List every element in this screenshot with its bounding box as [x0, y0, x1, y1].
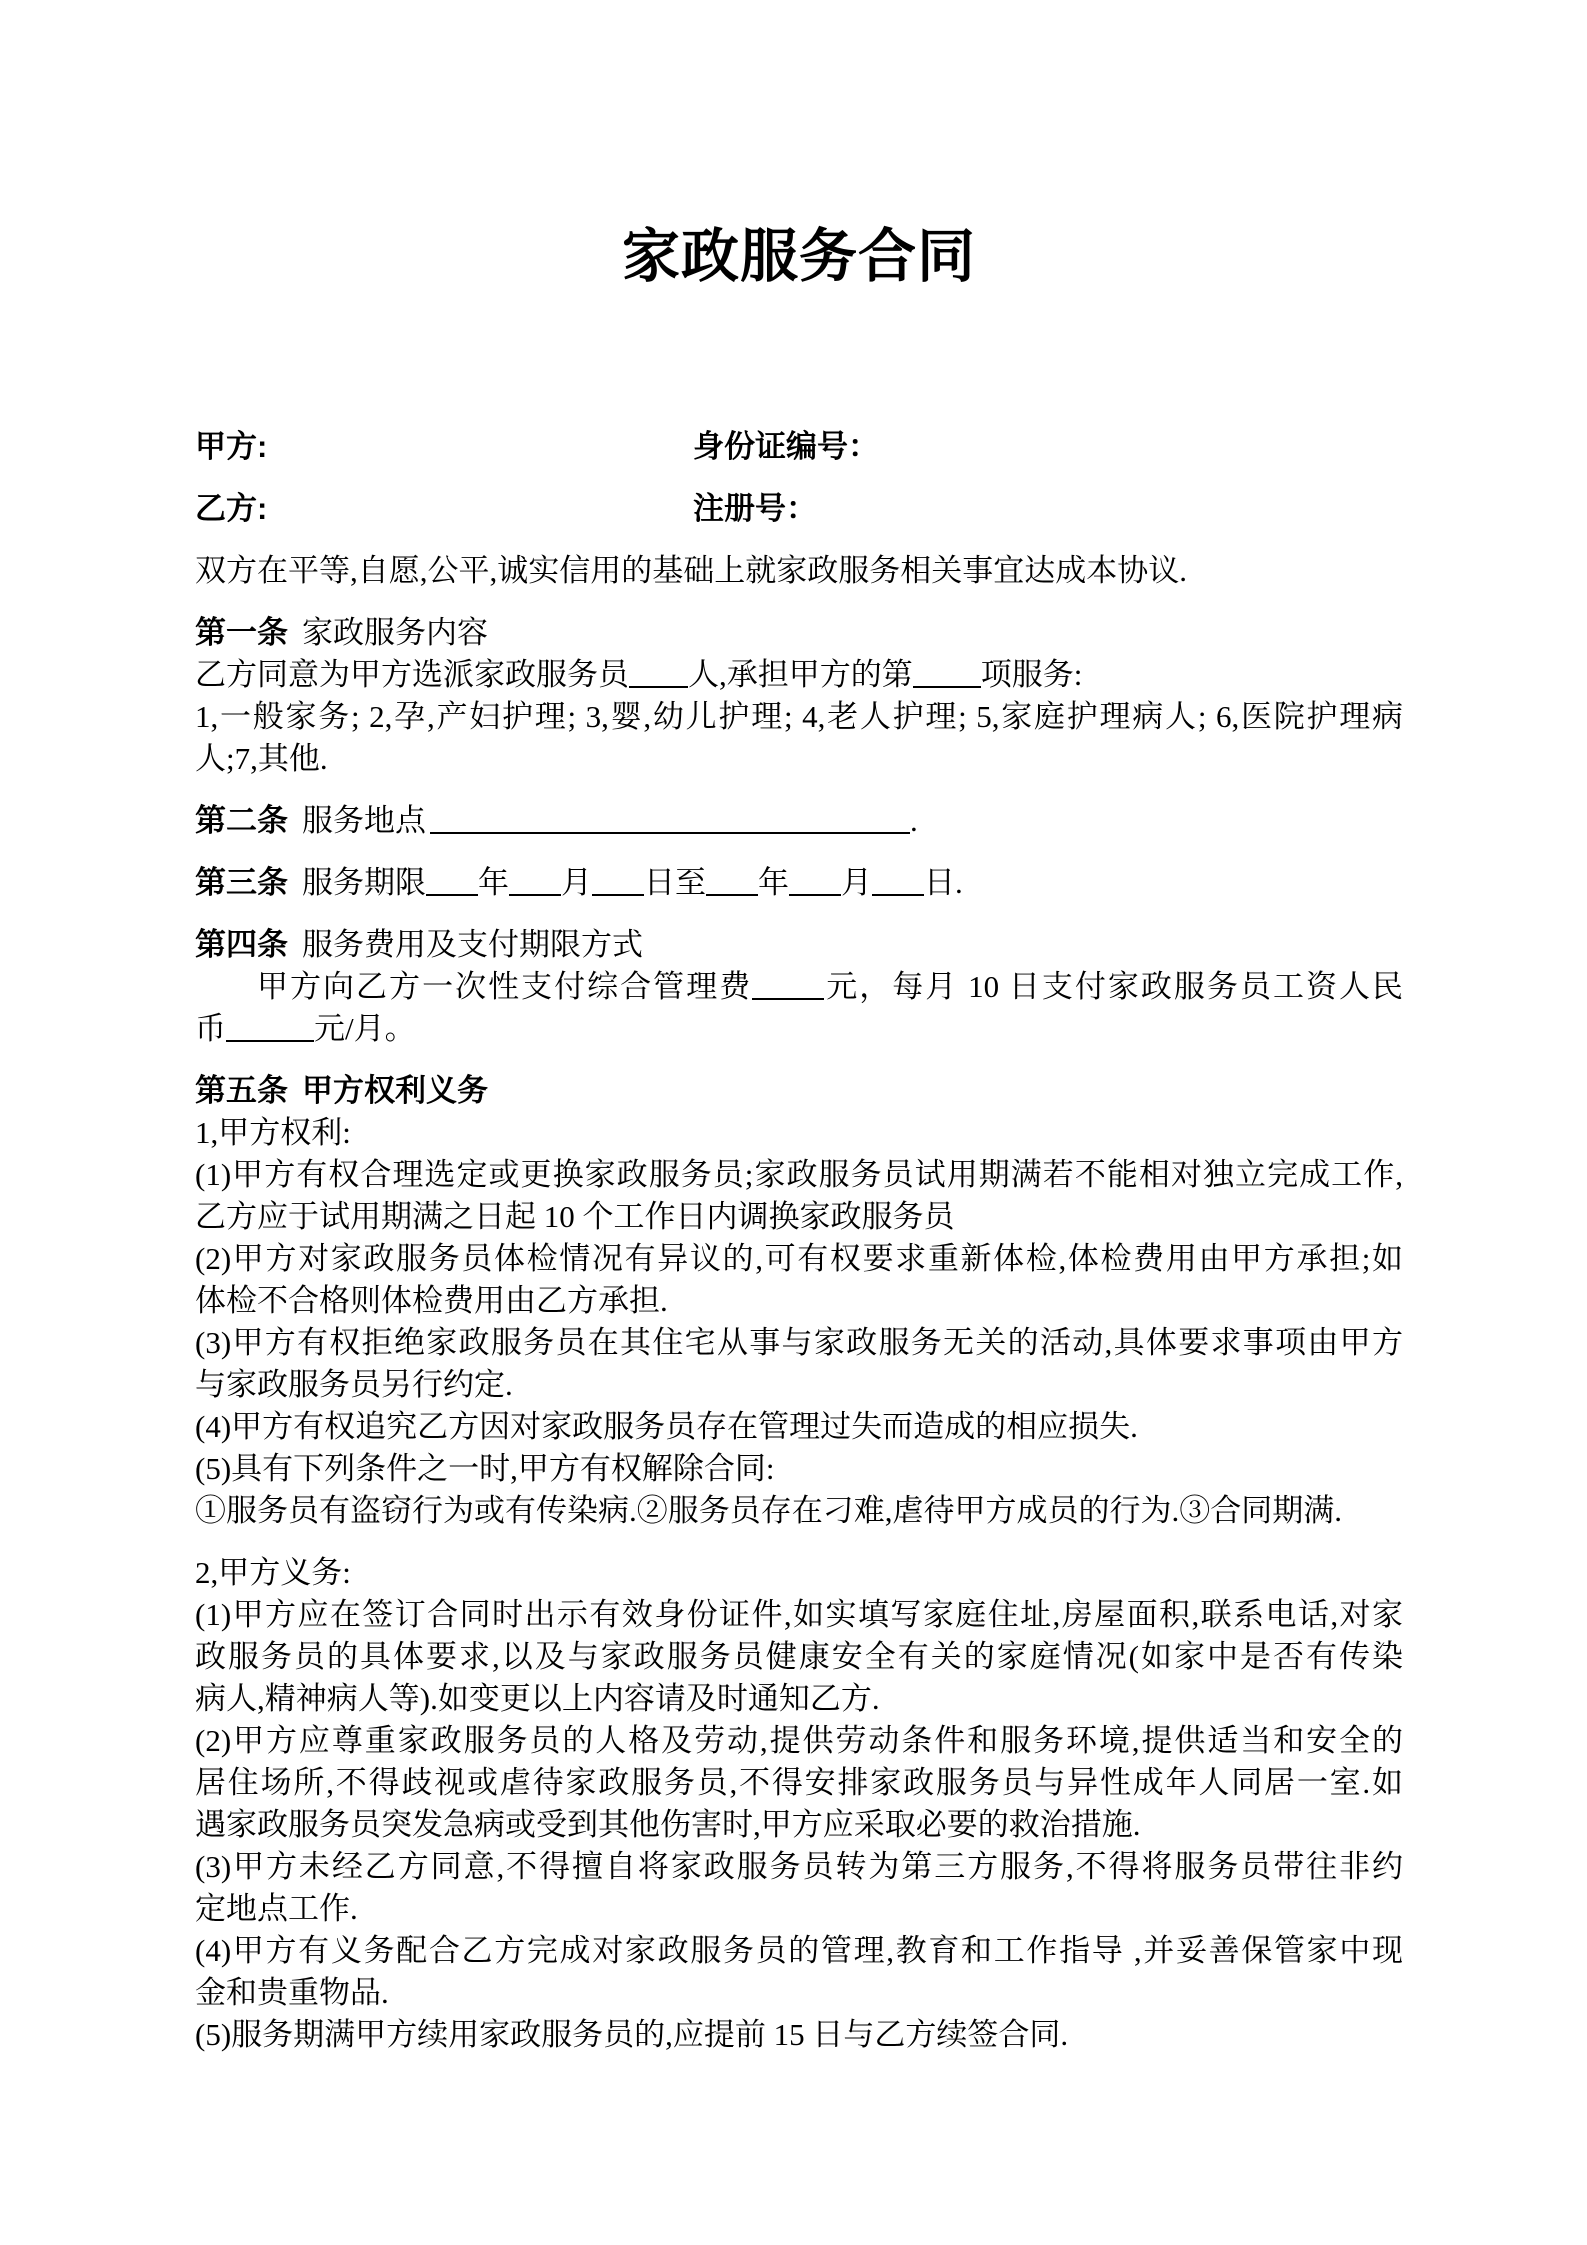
day-label: 日.	[924, 865, 963, 900]
article2-line	[195, 800, 1403, 842]
end-day-blank	[872, 863, 924, 896]
obligations-item-line: 遇家政服务员突发急病或受到其他伤害时,甲方应采取必要的救治措施.	[195, 1807, 1141, 1842]
party-b-row	[195, 488, 1403, 530]
rights-item-line: (1)甲方有权合理选定或更换家政服务员;家政服务员试用期满若不能相对独立完成工作,	[195, 1157, 1403, 1192]
rights-item-line: (2)甲方对家政服务员体检情况有异议的,可有权要求重新体检,体检费用由甲方承担;如	[195, 1241, 1403, 1276]
article1-options-line: 1,一般家务; 2,孕,产妇护理; 3,婴,幼儿护理; 4,老人护理; 5,家庭护理病人; 6,医院护理病	[195, 699, 1403, 734]
month-label: 月	[561, 865, 592, 900]
obligations-item-line: 定地点工作.	[195, 1891, 358, 1926]
start-year-blank	[426, 863, 478, 896]
article1-number: 第一条	[195, 615, 288, 650]
article1-assign-middle: 人,承担甲方的第	[688, 657, 913, 692]
preamble: 双方在平等,自愿,公平,诚实信用的基础上就家政服务相关事宜达成本协议.	[195, 553, 1187, 588]
article2-end: .	[910, 803, 918, 838]
article4-wage-line	[195, 1008, 1403, 1050]
year-label: 年	[478, 865, 509, 900]
id-number-label: 身份证编号：	[693, 429, 879, 464]
rights-item-line: 体检不合格则体检费用由乙方承担.	[195, 1283, 668, 1318]
article2-number: 第二条	[195, 803, 288, 838]
party-a-label: 甲方:	[195, 429, 268, 464]
article5-number: 第五条	[195, 1073, 288, 1108]
rights-title: 1,甲方权利:	[195, 1115, 351, 1150]
management-fee-blank	[752, 967, 824, 1000]
rights-item-line: 与家政服务员另行约定.	[195, 1367, 513, 1402]
obligations-item-line: (1)甲方应在签订合同时出示有效身份证件,如实填写家庭住址,房屋面积,联系电话,对家	[195, 1597, 1403, 1632]
article4-number: 第四条	[195, 927, 288, 962]
start-month-blank	[509, 863, 561, 896]
article4-fee-line	[195, 966, 1403, 1008]
fee-suffix: 元，每月 10 日支付家政服务员工资人民	[824, 969, 1403, 1004]
contract-title: 家政服务合同	[621, 224, 976, 289]
obligations-item-line: (4)甲方有义务配合乙方完成对家政服务员的管理,教育和工作指导 ,并妥善保管家中现	[195, 1933, 1403, 1968]
month-label: 月	[841, 865, 872, 900]
article3-line	[195, 862, 1403, 904]
year-label: 年	[758, 865, 789, 900]
rights-item-line: ①服务员有盗窃行为或有传染病.②服务员存在刁难,虐待甲方成员的行为.③合同期满.	[195, 1493, 1342, 1528]
end-month-blank	[789, 863, 841, 896]
start-day-blank	[592, 863, 644, 896]
obligations-item-line: (2)甲方应尊重家政服务员的人格及劳动,提供劳动条件和服务环境,提供适当和安全的	[195, 1723, 1403, 1758]
obligations-item-line: 金和贵重物品.	[195, 1975, 389, 2010]
service-number-blank	[913, 655, 981, 688]
obligations-item-line: (5)服务期满甲方续用家政服务员的,应提前 15 日与乙方续签合同.	[195, 2017, 1069, 2052]
rights-item-line: (5)具有下列条件之一时,甲方有权解除合同:	[195, 1451, 775, 1486]
article4-title: 服务费用及支付期限方式	[302, 927, 643, 962]
article1-options-line: 人;7,其他.	[195, 741, 328, 776]
article5-heading	[195, 1070, 1403, 1112]
article2-title: 服务地点	[302, 803, 426, 838]
obligations-item-line: 病人,精神病人等).如变更以上内容请及时通知乙方.	[195, 1681, 880, 1716]
rights-item-line: (4)甲方有权追究乙方因对家政服务员存在管理过失而造成的相应损失.	[195, 1409, 1138, 1444]
monthly-wage-blank	[226, 1009, 314, 1042]
article4-heading	[195, 924, 1403, 966]
fee-prefix: 甲方向乙方一次性支付综合管理费	[257, 969, 753, 1004]
article1-assign-prefix: 乙方同意为甲方选派家政服务员	[195, 657, 629, 692]
article1-assign-line	[195, 654, 1403, 696]
obligations-item-line: 政服务员的具体要求,以及与家政服务员健康安全有关的家庭情况(如家中是否有传染	[195, 1639, 1403, 1674]
rights-item-line: 乙方应于试用期满之日起 10 个工作日内调换家政服务员	[195, 1199, 955, 1234]
rights-item-line: (3)甲方有权拒绝家政服务员在其住宅从事与家政服务无关的活动,具体要求事项由甲方	[195, 1325, 1403, 1360]
service-location-blank	[430, 801, 910, 834]
document-body	[195, 217, 1403, 2056]
wage-suffix: 元/月。	[314, 1011, 416, 1046]
day-to-label: 日至	[644, 865, 706, 900]
article3-number: 第三条	[195, 865, 288, 900]
wage-prefix: 币	[195, 1011, 226, 1046]
article1-title: 家政服务内容	[302, 615, 488, 650]
party-b-label: 乙方:	[195, 491, 268, 526]
article1-heading	[195, 612, 1403, 654]
staff-count-blank	[629, 655, 688, 688]
end-year-blank	[706, 863, 758, 896]
party-a-row	[195, 426, 1403, 468]
article5-title: 甲方权利义务	[302, 1073, 488, 1108]
obligations-item-line: (3)甲方未经乙方同意,不得擅自将家政服务员转为第三方服务,不得将服务员带往非约	[195, 1849, 1403, 1884]
registration-label: 注册号：	[693, 491, 817, 526]
obligations-title: 2,甲方义务:	[195, 1555, 351, 1590]
article1-assign-suffix: 项服务:	[980, 657, 1083, 692]
article3-title: 服务期限	[302, 865, 426, 900]
obligations-item-line: 居住场所,不得歧视或虐待家政服务员,不得安排家政服务员与异性成年人同居一室.如	[195, 1765, 1403, 1800]
